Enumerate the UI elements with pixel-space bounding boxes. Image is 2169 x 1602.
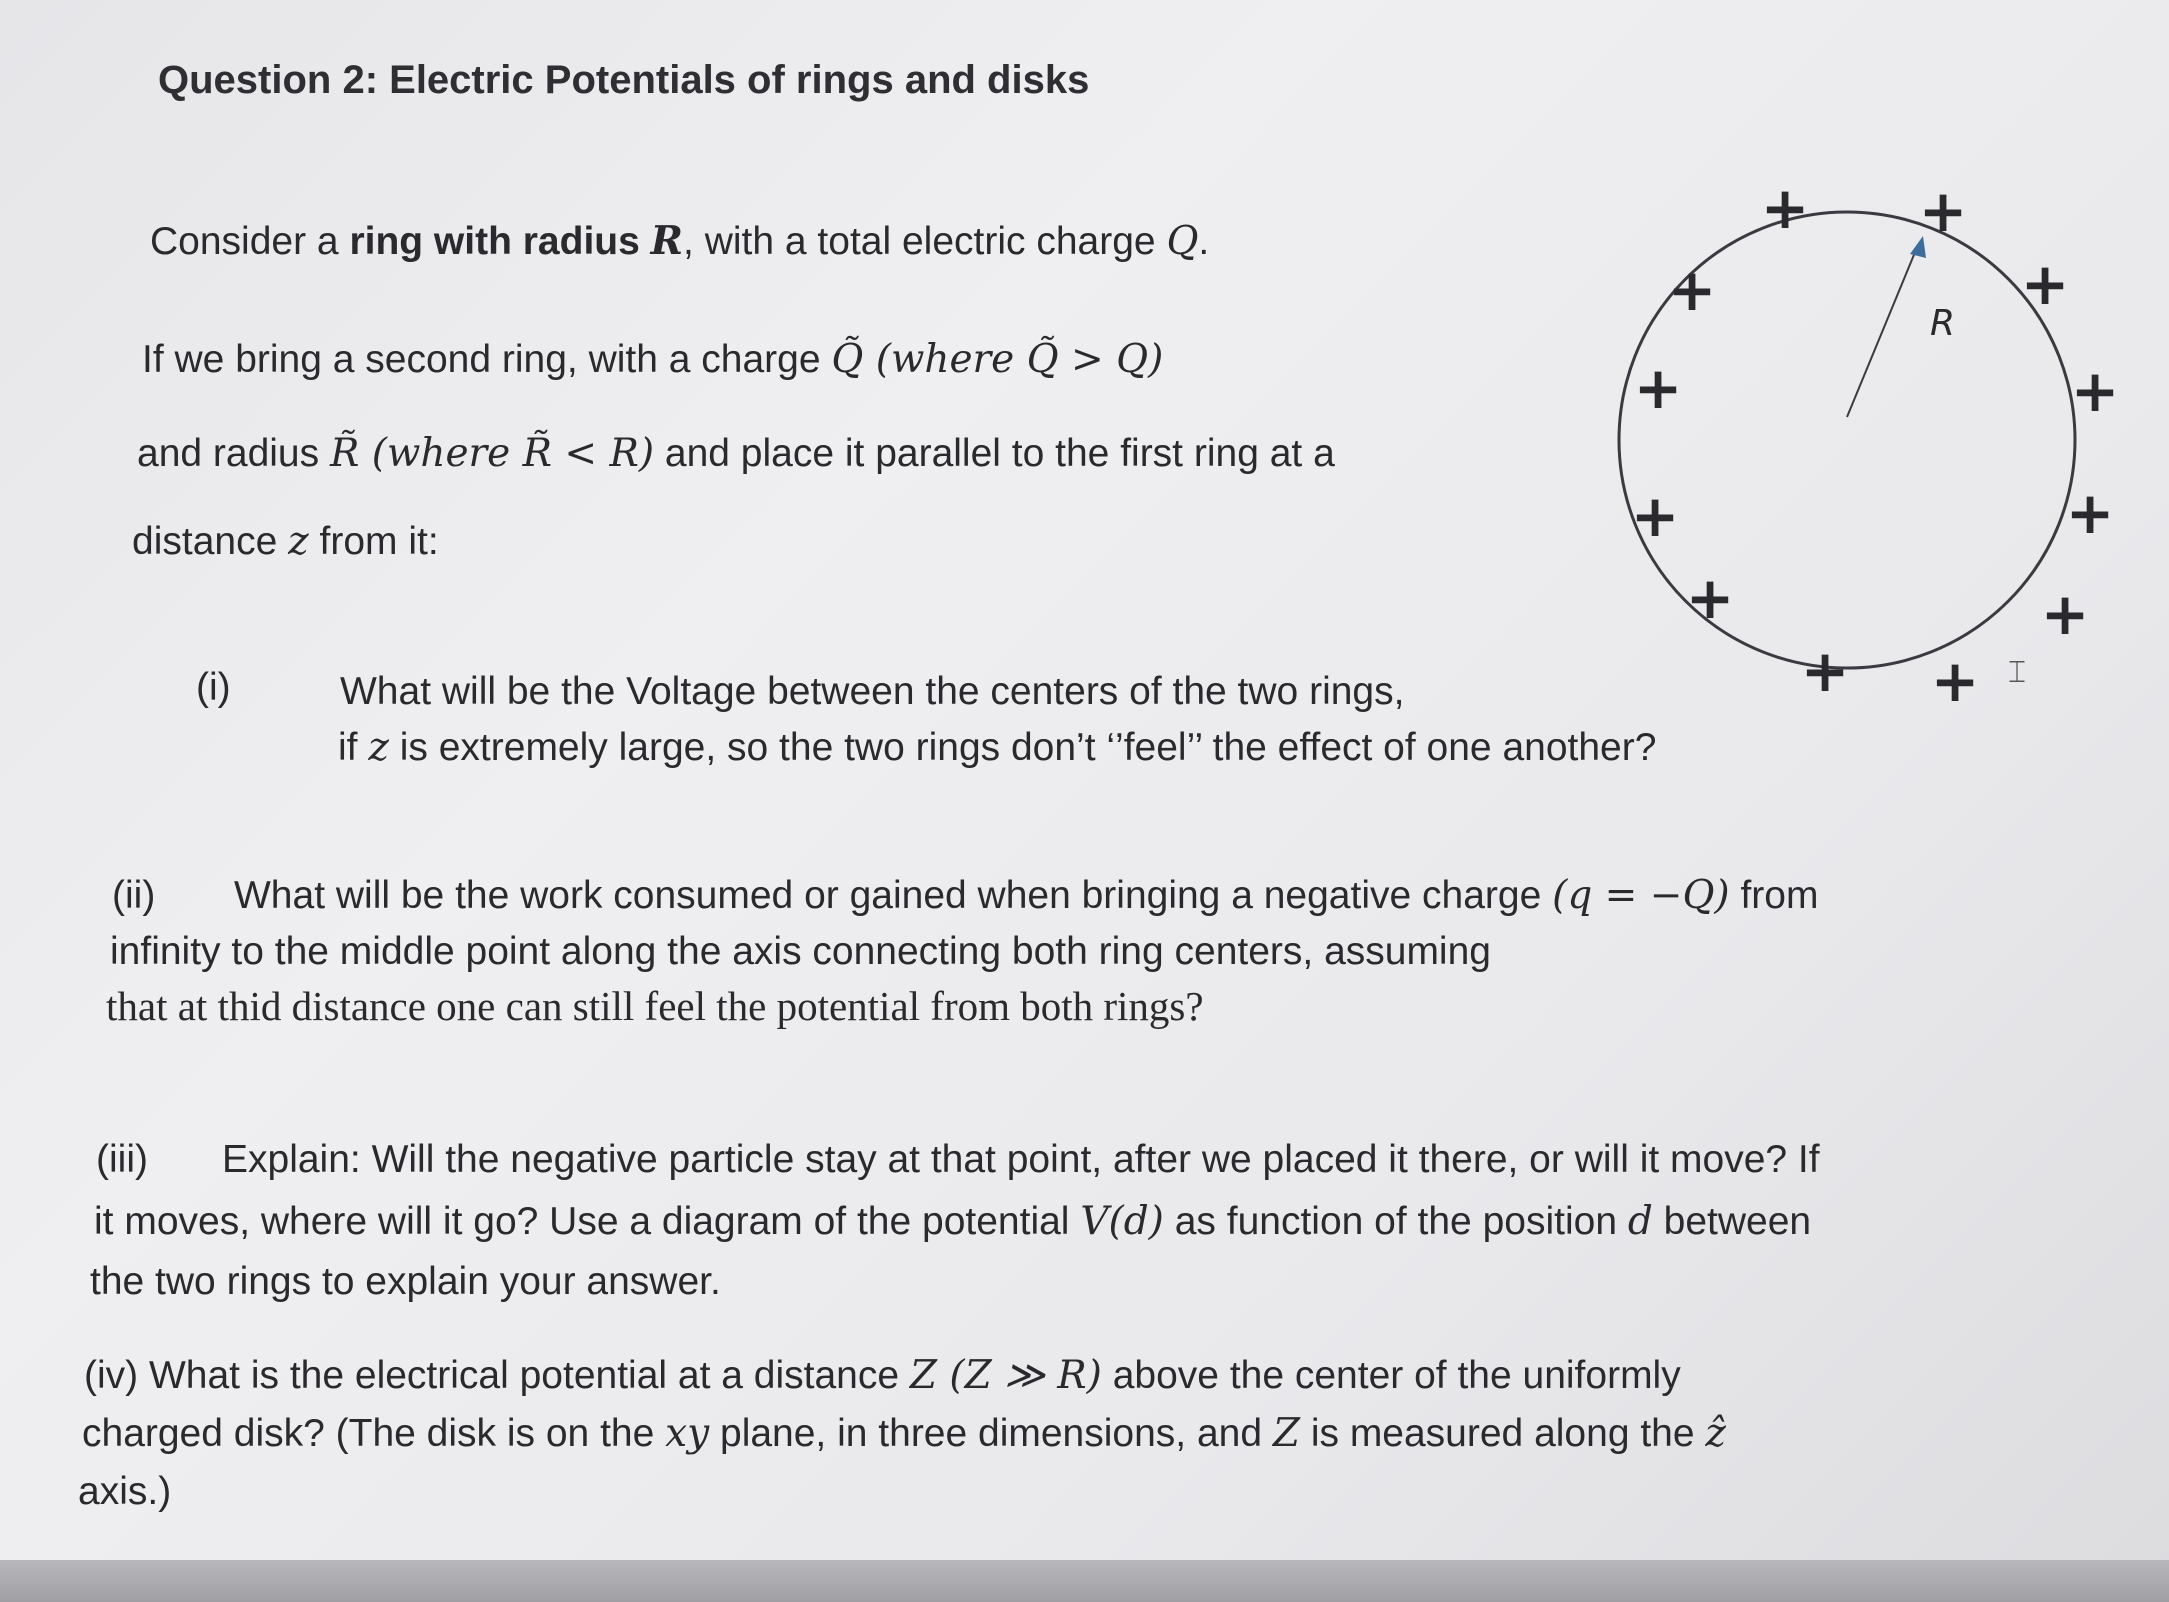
second-ring-line-2 [137, 431, 1335, 476]
q4-line-2-c: is measured along the [1299, 1412, 1706, 1455]
q4-line-1 [84, 1353, 1681, 1398]
radius-label: R [1930, 303, 1956, 344]
second-ring-charge-math: Q̃ (where Q̃ > Q) [831, 337, 1164, 382]
q3-line-2-c: between [1652, 1200, 1812, 1243]
second-ring-text-1: If we bring a second ring, with a charge [142, 338, 832, 381]
q1-distance-math: z [368, 725, 389, 770]
q4-line-2-b: plane, in three dimensions, and [709, 1412, 1273, 1455]
intro-text-2: , with a total electric charge [683, 220, 1167, 263]
intro-radius-symbol: R [650, 218, 684, 264]
q1-label: (i) [196, 666, 231, 709]
q4-z-math: Z [1272, 1411, 1300, 1456]
charge-sign-12: + [1667, 256, 1717, 325]
charge-sign-3: + [2020, 250, 2070, 319]
second-ring-text-2: and radius [137, 432, 330, 475]
q4-plane-math: xy [665, 1411, 710, 1456]
charge-sign-9: + [1685, 564, 1735, 633]
q3-line-3: the two rings to explain your answer. [90, 1260, 721, 1303]
q1-line-1: What will be the Voltage between the centers of the two rings, [340, 670, 1405, 713]
second-ring-line-3 [132, 519, 439, 564]
bottom-edge [0, 1560, 2169, 1602]
q2-line-1-b: from [1729, 874, 1819, 917]
q4-line-1-b: above the center of the uniformly [1101, 1354, 1681, 1397]
q4-line-2 [82, 1411, 1726, 1456]
intro-charge-symbol: Q [1166, 219, 1199, 264]
second-ring-distance-math: z [288, 519, 309, 564]
charge-sign-1: + [1760, 174, 1810, 243]
q1-line-2-b: is extremely large, so the two rings don’t ‘’feel’’ the effect of one another? [388, 726, 1657, 769]
q4-distance-math: Z (Z ≫ R) [909, 1353, 1102, 1398]
q4-line-3: axis.) [78, 1470, 172, 1513]
intro-end: . [1198, 220, 1210, 263]
charge-sign-5: + [2065, 479, 2115, 548]
second-ring-text-3: distance [132, 520, 289, 563]
q3-potential-math: V(d) [1080, 1199, 1164, 1244]
charge-sign-6: + [2040, 580, 2090, 649]
q4-line-1-a: (iv) What is the electrical potential at a distance [84, 1354, 910, 1397]
question-title: Question 2: Electric Potentials of rings and disks [158, 58, 1090, 102]
q2-line-2: infinity to the middle point along the axis connecting both ring centers, assuming [110, 930, 1491, 973]
charge-sign-7: + [1930, 647, 1980, 716]
text-cursor-icon: ⌶ [2008, 655, 2026, 690]
second-ring-text-2b: and place it parallel to the first ring at a [654, 432, 1335, 475]
charge-sign-10: + [1630, 482, 1680, 551]
q1-line-2 [338, 725, 1657, 770]
intro-line [150, 218, 1210, 264]
q3-label: (iii) [96, 1138, 148, 1181]
charge-sign-8: + [1800, 637, 1850, 706]
second-ring-line-1 [142, 337, 1164, 382]
q4-zhat-math: ẑ [1705, 1411, 1726, 1456]
intro-bold-text: ring with radius [349, 220, 651, 263]
charge-sign-2: + [1918, 177, 1968, 246]
q2-label: (ii) [112, 874, 156, 917]
q2-line-3: that at thid distance one can still feel the potential from both rings? [106, 983, 1204, 1029]
charge-sign-4: + [2070, 357, 2120, 426]
q1-line-2-a: if [338, 726, 369, 769]
radius-line [1847, 245, 1918, 417]
q3-line-2-a: it moves, where will it go? Use a diagram of the potential [94, 1200, 1081, 1243]
q3-line-1 [96, 1140, 1820, 1179]
q3-position-math: d [1627, 1199, 1653, 1244]
charge-sign-11: + [1633, 354, 1683, 423]
second-ring-text-3b: from it: [308, 520, 439, 563]
q3-line-1-text: Explain: Will the negative particle stay at that point, after we placed it there, or will it move? If [222, 1138, 1820, 1181]
q2-line-1-a: What will be the work consumed or gained when bringing a negative charge [234, 874, 1553, 917]
q3-line-2-b: as function of the position [1163, 1200, 1628, 1243]
q3-line-2 [94, 1199, 1812, 1244]
q2-charge-math: (q = −Q) [1552, 873, 1730, 918]
charged-ring-diagram [1560, 170, 2120, 730]
intro-text-1: Consider a [150, 220, 350, 263]
q4-line-2-a: charged disk? (The disk is on the [82, 1412, 666, 1455]
second-ring-radius-math: R̃ (where R̃ < R) [329, 431, 655, 476]
q2-line-1 [112, 873, 1819, 918]
charge-signs [1631, 174, 2120, 715]
